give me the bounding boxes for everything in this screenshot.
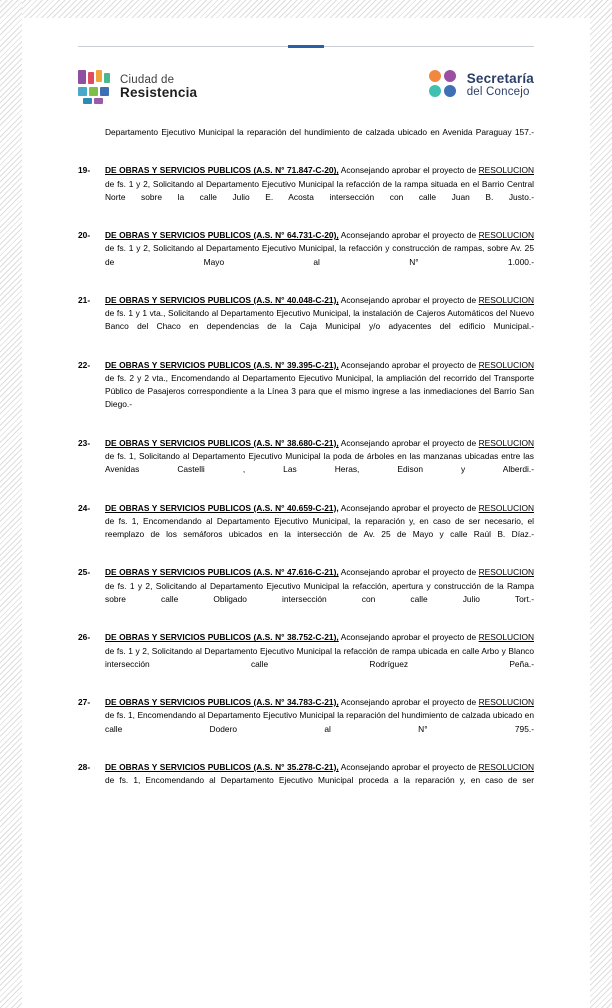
agenda-item-text [105,761,534,801]
secretaria-logo-line2: del Concejo [466,86,530,99]
agenda-item-heading: DE OBRAS Y SERVICIOS PUBLICOS (A.S. N° 40.048-C-21), [105,295,339,306]
agenda-item-heading: DE OBRAS Y SERVICIOS PUBLICOS (A.S. N° 38.752-C-21), [105,632,339,643]
continuation-paragraph: Departamento Ejecutivo Municipal la reparación del hundimiento de calzada ubicado en Avenida Paraguay 157.- [105,127,534,137]
agenda-item [78,437,534,490]
agenda-item-text [105,359,534,425]
agenda-item-number: 26- [78,632,91,643]
agenda-item [78,566,534,619]
agenda-item-text [105,294,534,347]
agenda-item-text-before-resolution: Aconsejando aprobar el proyecto de [338,697,479,708]
resolution-keyword: RESOLUCION [478,761,535,772]
agenda-item [78,294,534,347]
agenda-item-text-after-resolution: de fs. 1 y 2, Solicitando al Departamento Ejecutivo Municipal la refacción de la rampa situada en el Barrio Central Norte sobre la calle Julio E. Acosta intersección con calle Juan B. Justo.- [105,178,534,202]
agenda-item-number: 23- [78,437,91,448]
document-body [78,126,534,813]
agenda-item-heading: DE OBRAS Y SERVICIOS PUBLICOS (A.S. N° 47.616-C-21), [105,567,339,578]
secretaria-logo-text [467,72,534,98]
agenda-item-text [105,164,534,217]
agenda-item-heading: DE OBRAS Y SERVICIOS PUBLICOS (A.S. N° 35.278-C-21), [105,761,339,772]
city-logo-line1: Ciudad de [120,73,175,86]
agenda-item-text-after-resolution: de fs. 1 y 2, Solicitando al Departamento Ejecutivo Municipal la refacción, apertura y construcción de la Rampa sobre calle Obligado intersección con calle Julio Tort.- [105,580,534,604]
agenda-item-text-after-resolution: de fs. 1 y 1 vta., Solicitando al Departamento Ejecutivo Municipal, la instalación de Cajeros Automáticos del Nuevo Banco del Chaco en dependencias de la Caja Municipal y/o adyacentes del edificio Municipal.- [105,308,534,332]
secretaria-del-concejo-icon [429,70,459,100]
agenda-item-number: 20- [78,230,91,241]
page-left-hatch-decoration [0,0,22,1008]
agenda-item-heading: DE OBRAS Y SERVICIOS PUBLICOS (A.S. N° 34.783-C-21), [105,697,339,708]
agenda-item [78,164,534,217]
agenda-item-number: 24- [78,502,91,513]
agenda-item-heading: DE OBRAS Y SERVICIOS PUBLICOS (A.S. N° 38.680-C-21), [105,437,339,448]
agenda-item-text-before-resolution: Aconsejando aprobar el proyecto de [338,165,479,176]
agenda-item [78,229,534,282]
agenda-item [78,502,534,555]
agenda-item-text-before-resolution: Aconsejando aprobar el proyecto de [338,761,479,772]
resolution-keyword: RESOLUCION [478,295,535,306]
city-logo-line2: Resistencia [120,84,198,100]
resolution-keyword: RESOLUCION [478,165,535,176]
agenda-item [78,761,534,801]
agenda-item-text-before-resolution: Aconsejando aprobar el proyecto de [338,359,479,370]
agenda-item-text-after-resolution: de fs. 1, Encomendando al Departamento Ejecutivo Municipal proceda a la reparación y, en caso de ser [105,775,534,786]
agenda-item-number: 21- [78,295,91,306]
page-top-hatch-decoration [0,0,612,18]
agenda-item-heading: DE OBRAS Y SERVICIOS PUBLICOS (A.S. N° 64.731-C-20), [105,230,339,241]
agenda-item-text [105,502,534,555]
agenda-item-text-after-resolution: de fs. 1, Encomendando al Departamento Ejecutivo Municipal, la reparación y, en caso de ser necesario, el reemplazo de los semáforos ubicados en la intersección de Av. 25 de Mayo y calle Raúl B. Díaz.- [105,515,534,540]
agenda-item-text-before-resolution: Aconsejando aprobar el proyecto de [338,437,479,448]
resolution-keyword: RESOLUCION [478,359,535,370]
agenda-item-list [78,164,534,800]
agenda-item-heading: DE OBRAS Y SERVICIOS PUBLICOS (A.S. N° 39.395-C-21), [105,359,339,370]
resolution-keyword: RESOLUCION [478,632,535,643]
resolution-keyword: RESOLUCION [478,697,535,708]
city-logo [78,70,197,104]
agenda-item-text [105,566,534,619]
agenda-item-number: 27- [78,697,91,708]
agenda-item-text-after-resolution: de fs. 1 y 2, Solicitando al Departamento Ejecutivo Municipal la refacción de rampa ubicada en calle Arbo y Blanco intersección calle Rodríguez Peña.- [105,645,534,669]
agenda-item [78,696,534,749]
city-logo-text [120,74,197,100]
resolution-keyword: RESOLUCION [478,230,535,241]
agenda-item-text-before-resolution: Aconsejando aprobar el proyecto de [338,502,479,513]
ciudad-resistencia-icon [78,70,112,104]
resolution-keyword: RESOLUCION [478,437,535,448]
agenda-item-text-after-resolution: de fs. 1, Solicitando al Departamento Ejecutivo Municipal la poda de árboles en las manzanas ubicadas entre las Avenidas Castelli , Las Heras, Edison y Alberdi.- [105,451,534,475]
header-accent-bar [288,45,324,48]
resolution-keyword: RESOLUCION [478,567,535,578]
agenda-item-text-before-resolution: Aconsejando aprobar el proyecto de [338,295,479,306]
resolution-keyword: RESOLUCION [478,502,535,513]
agenda-item-text [105,437,534,490]
secretaria-logo [429,70,534,100]
agenda-item-text-after-resolution: de fs. 2 y 2 vta., Encomendando al Departamento Ejecutivo Municipal, la ampliación del recorrido del Transporte Público de Pasajeros correspondiente a la Línea 3 para que el mismo ingrese a las inmediaciones del Barrio San Diego.- [105,373,534,410]
agenda-item-text-after-resolution: de fs. 1, Encomendando al Departamento Ejecutivo Municipal la reparación del hundimiento de calzada ubicado en calle Dodero al N° 795.- [105,710,534,734]
page-right-hatch-decoration [590,0,612,1008]
agenda-item-number: 19- [78,165,91,176]
agenda-item-text [105,229,534,282]
agenda-item-number: 28- [78,761,91,772]
agenda-item-heading: DE OBRAS Y SERVICIOS PUBLICOS (A.S. N° 40.659-C-21), [105,502,339,513]
agenda-item-text-before-resolution: Aconsejando aprobar el proyecto de [338,567,479,578]
agenda-item [78,631,534,684]
agenda-item-text [105,696,534,749]
agenda-item-text [105,631,534,684]
secretaria-logo-line1: Secretaría [466,70,534,86]
agenda-item-number: 22- [78,359,91,370]
agenda-item-heading: DE OBRAS Y SERVICIOS PUBLICOS (A.S. N° 71.847-C-20), [105,165,339,176]
agenda-item [78,359,534,425]
agenda-item-text-before-resolution: Aconsejando aprobar el proyecto de [338,230,479,241]
agenda-item-number: 25- [78,567,91,578]
agenda-item-text-after-resolution: de fs. 1 y 2, Solicitando al Departamento Ejecutivo Municipal, la refacción y construcción de rampas, sobre Av. 25 de Mayo al N° 1.000.- [105,243,534,267]
agenda-item-text-before-resolution: Aconsejando aprobar el proyecto de [338,632,479,643]
